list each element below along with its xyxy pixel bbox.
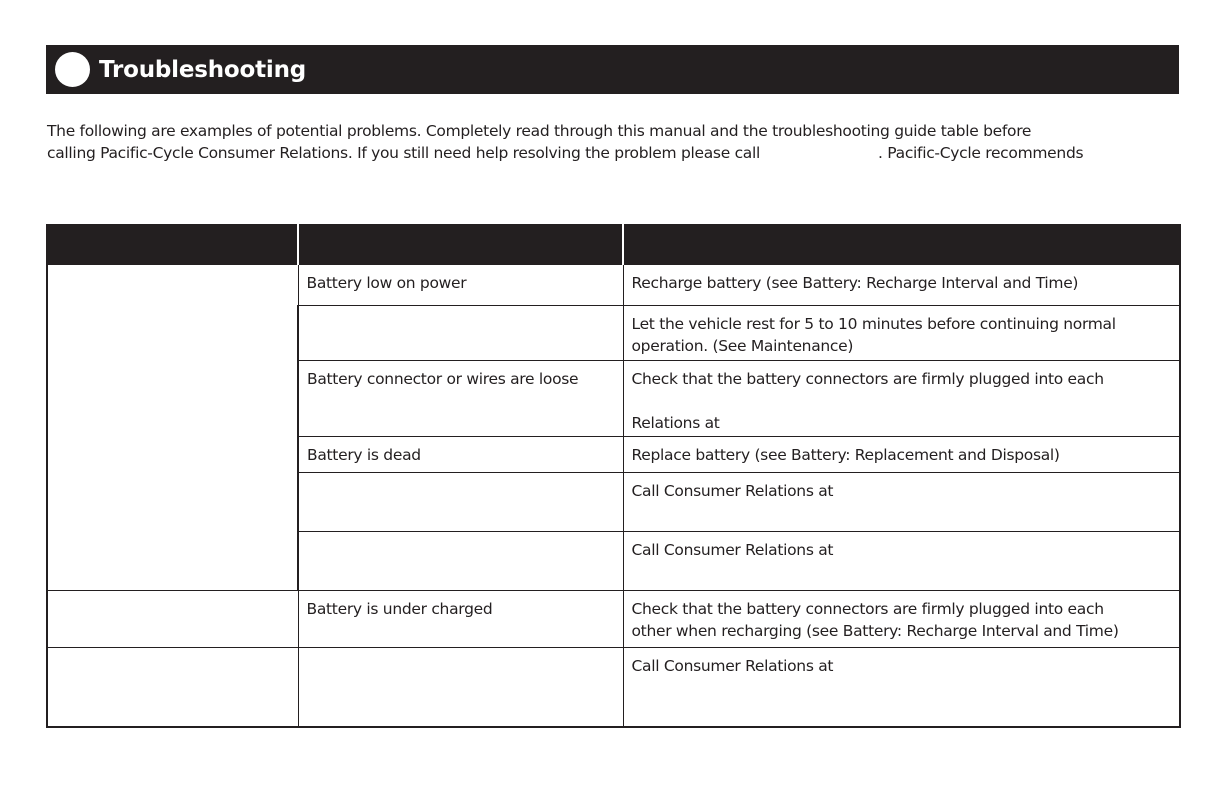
solution-cell [623, 265, 1180, 306]
table-header-row [47, 224, 1180, 265]
solution-line: Relations at [631, 414, 720, 432]
cause-cell [298, 473, 623, 532]
cause-cell [298, 532, 623, 591]
solution-line: operation. (See Maintenance) [631, 337, 854, 355]
header-solution [623, 224, 1180, 265]
solution-cell [623, 306, 1180, 361]
intro-paragraph [47, 120, 1177, 164]
intro-line-1: The following are examples of potential problems. Completely read through this manual and the troubleshooting guide table before [47, 122, 1032, 140]
solution-cell [623, 648, 1180, 727]
cause-cell [298, 306, 623, 361]
cause-cell: Battery is dead [298, 437, 623, 473]
solution-line [632, 390, 1172, 412]
problem-cell [47, 265, 298, 591]
cause-cell [298, 648, 623, 727]
section-number-circle [55, 52, 90, 87]
cause-cell: Battery low on power [298, 265, 623, 306]
solution-line: Call Consumer Relations at [631, 541, 834, 559]
intro-line-2 [47, 142, 1177, 164]
intro-line-2-end: . Pacific-Cycle recommends [878, 144, 1084, 162]
troubleshooting-table [46, 224, 1181, 728]
solution-line: other when recharging (see Battery: Recharge Interval and Time) [631, 622, 1119, 640]
table-row [47, 591, 1180, 648]
solution-cell [623, 361, 1180, 437]
section-header [46, 45, 1179, 94]
solution-cell [623, 532, 1180, 591]
table-row [47, 265, 1180, 306]
problem-cell [47, 648, 298, 727]
solution-line: Call Consumer Relations at [631, 482, 834, 500]
solution-line: Check that the battery connectors are firmly plugged into each [631, 600, 1104, 618]
solution-line: Let the vehicle rest for 5 to 10 minutes before continuing normal [631, 315, 1116, 333]
intro-line-2-start: calling Pacific-Cycle Consumer Relations. If you still need help resolving the problem please call [47, 144, 761, 162]
section-title: Troubleshooting [99, 56, 307, 83]
header-problem [47, 224, 298, 265]
problem-cell [47, 591, 298, 648]
solution-line: Call Consumer Relations at [631, 657, 834, 675]
solution-cell [623, 437, 1180, 473]
solution-line: Recharge battery (see Battery: Recharge Interval and Time) [631, 274, 1079, 292]
solution-line: Replace battery (see Battery: Replacement and Disposal) [631, 446, 1060, 464]
header-cause [298, 224, 623, 265]
solution-cell [623, 473, 1180, 532]
solution-line: Check that the battery connectors are firmly plugged into each [631, 370, 1104, 388]
cause-cell: Battery connector or wires are loose [298, 361, 623, 437]
cause-cell: Battery is under charged [298, 591, 623, 648]
solution-cell [623, 591, 1180, 648]
table-row [47, 648, 1180, 727]
